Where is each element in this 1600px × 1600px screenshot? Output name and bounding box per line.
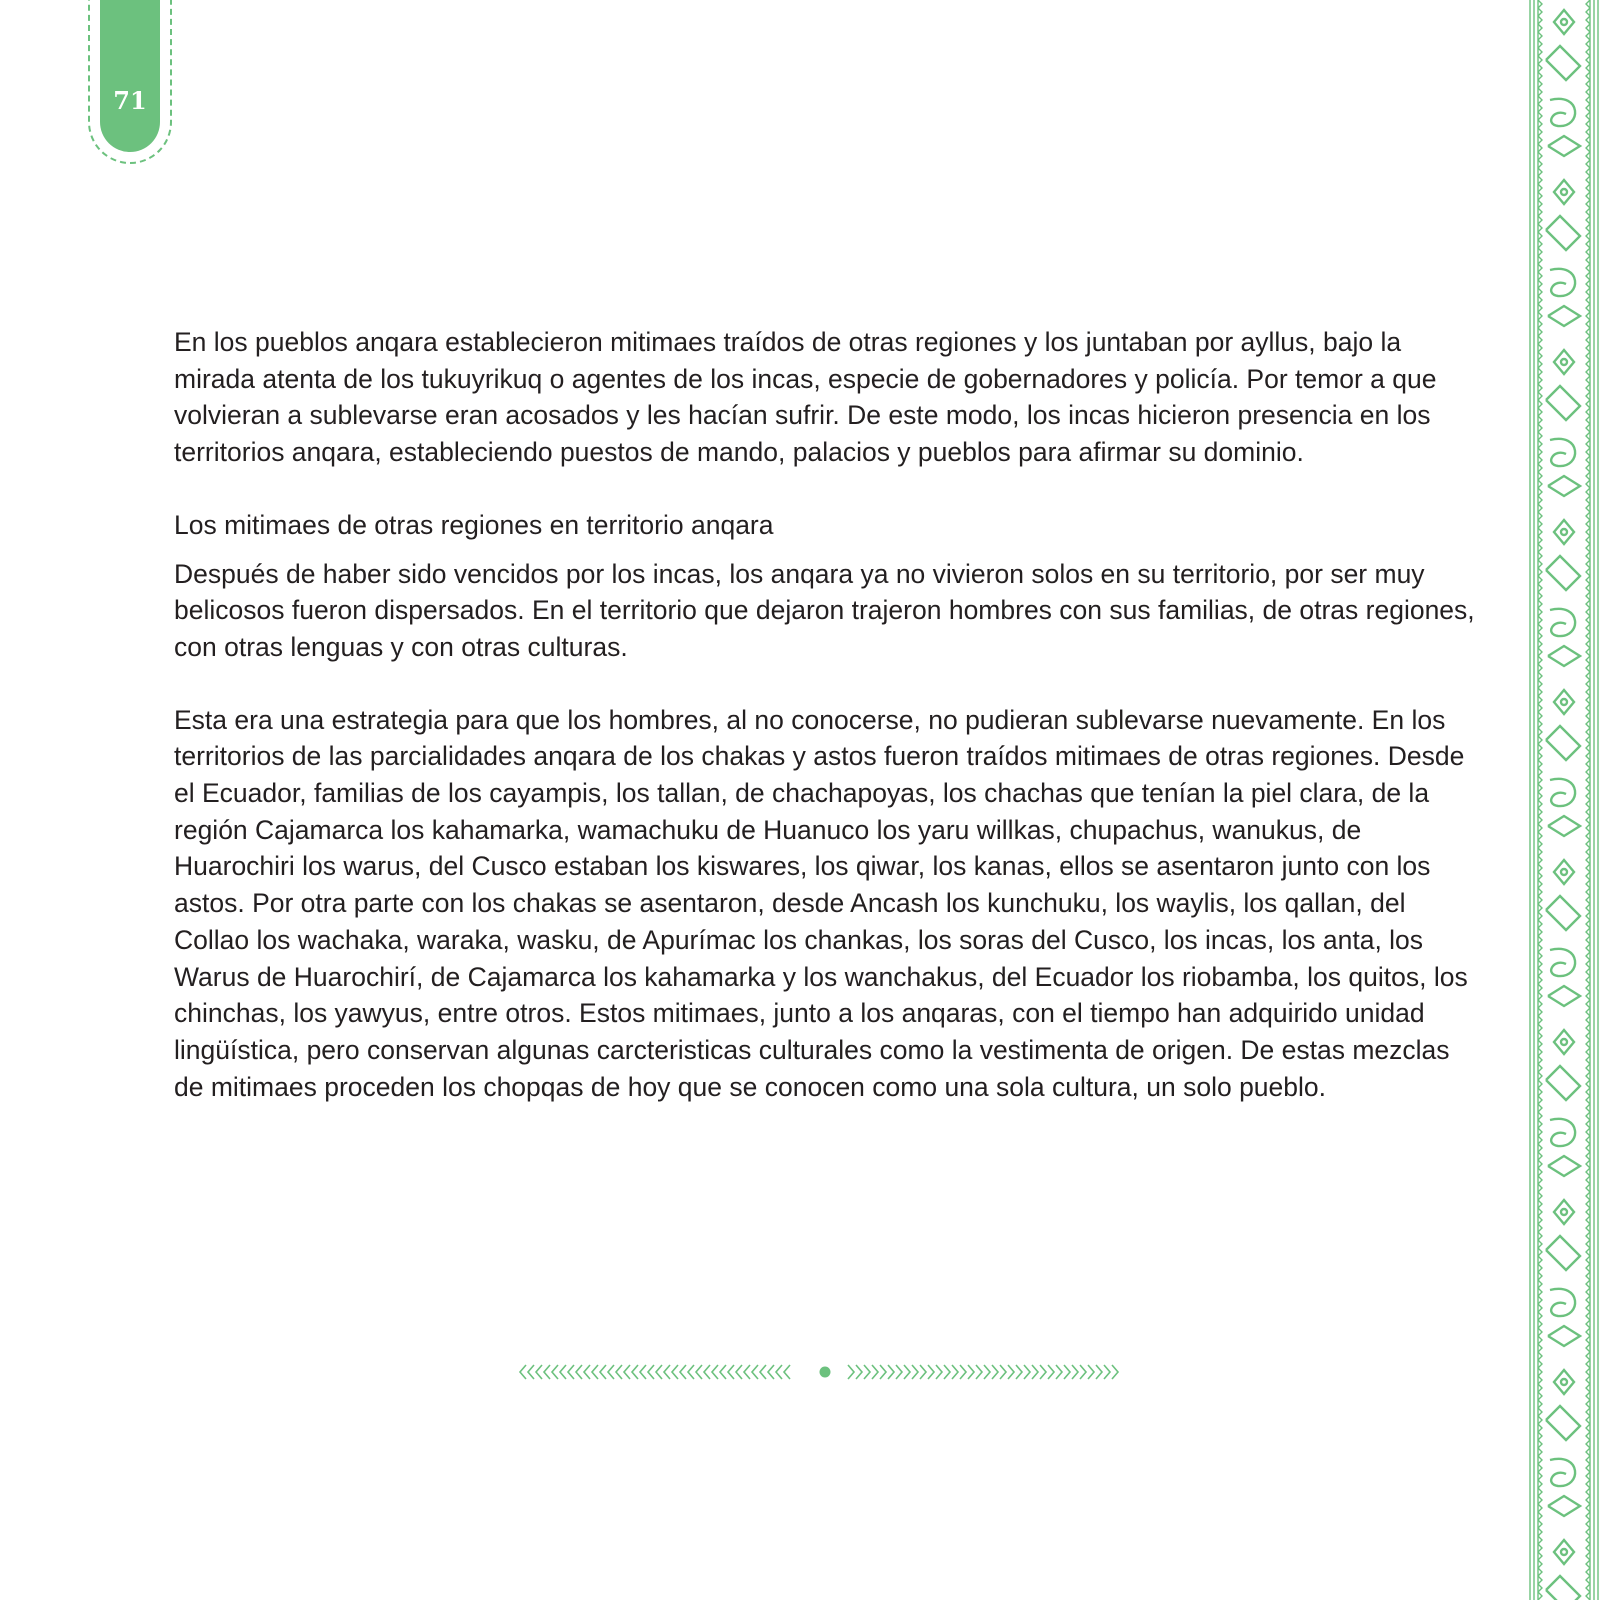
divider-chevron bbox=[872, 1365, 878, 1379]
divider-chevron bbox=[968, 1365, 974, 1379]
divider-chevron bbox=[752, 1365, 758, 1379]
main-content bbox=[174, 324, 1484, 1105]
divider-chevron bbox=[568, 1365, 574, 1379]
divider-chevron bbox=[864, 1365, 870, 1379]
divider-chevron bbox=[760, 1365, 766, 1379]
divider-chevron bbox=[560, 1365, 566, 1379]
paragraph-mitimaes-list: Esta era una estrategia para que los hombres, al no conocerse, no pudieran sublevarse nuevamente. En los territorios de las parcialidades anqara de los chakas y astos fueron traídos mitimaes de otras regiones. Desde el Ecuador, familias de los cayampis, los tallan, de chachapoyas, los chachas que tenían la piel clara, de la región Cajamarca los kahamarka, wamachuku de Huanuco los yaru willkas, chupachus, wanukus, de Huarochiri los warus, del Cusco estaban los kiswares, los qiwar, los kanas, ellos se asentaron junto con los astos. Por otra parte con los chakas se asentaron, desde Ancash los kunchuku, los waylis, los qallan, del Collao los wachaka, waraka, wasku, de Apurímac los chankas, los soras del Cusco, los incas, los anta, los Warus de Huarochirí, de Cajamarca los kahamarka y los wanchakus, del Ecuador los riobamba, los quitos, los chinchas, los yawyus, entre otros. Estos mitimaes, junto a los anqaras, con el tiempo han adquirido unidad lingüística, pero conservan algunas carcteristicas culturales como la vestimenta de origen. De estas mezclas de mitimaes proceden los chopqas de hoy que se conocen como una sola cultura, un solo pueblo. bbox=[174, 704, 1468, 1102]
divider-chevron bbox=[648, 1365, 654, 1379]
paragraph-dispersal: Después de haber sido vencidos por los incas, los anqara ya no vivieron solos en su territorio, por ser muy belicosos fueron dispersados. En el territorio que dejaron trajeron hombres con sus familias, de otras regiones, con otras lenguas y con otras culturas. bbox=[174, 558, 1475, 662]
divider-chevron bbox=[728, 1365, 734, 1379]
divider-chevron bbox=[664, 1365, 670, 1379]
divider-chevron bbox=[672, 1365, 678, 1379]
divider-chevron bbox=[576, 1365, 582, 1379]
divider-left-chevrons bbox=[520, 1365, 790, 1379]
divider-chevron bbox=[1104, 1365, 1110, 1379]
divider-chevron bbox=[784, 1365, 790, 1379]
divider-chevron bbox=[680, 1365, 686, 1379]
divider-chevron bbox=[1064, 1365, 1070, 1379]
divider-chevron bbox=[920, 1365, 926, 1379]
divider-chevron bbox=[608, 1365, 614, 1379]
divider-chevron bbox=[1080, 1365, 1086, 1379]
divider-chevron bbox=[640, 1365, 646, 1379]
divider-chevron bbox=[712, 1365, 718, 1379]
divider-chevron bbox=[656, 1365, 662, 1379]
divider-chevron bbox=[984, 1365, 990, 1379]
divider-chevron bbox=[1112, 1365, 1118, 1379]
divider-chevron bbox=[888, 1365, 894, 1379]
paragraph-intro: En los pueblos anqara establecieron mitimaes traídos de otras regiones y los juntaban por ayllus, bajo la mirada atenta de los tukuyrikuq o agentes de los incas, especie de gobernadores y policía. Por temor a que volvieran a sublevarse eran acosados y les hacían sufrir. De este modo, los incas hicieron presencia en los territorios anqara, estableciendo puestos de mando, palacios y pueblos para afirmar su dominio. bbox=[174, 327, 1437, 468]
divider-chevron bbox=[624, 1365, 630, 1379]
divider-chevron bbox=[1072, 1365, 1078, 1379]
divider-chevron bbox=[1024, 1365, 1030, 1379]
divider-chevron bbox=[536, 1365, 542, 1379]
divider-chevron bbox=[520, 1365, 526, 1379]
ornamental-divider bbox=[518, 1360, 1132, 1384]
divider-center-dot bbox=[820, 1367, 831, 1378]
section-heading: Los mitimaes de otras regiones en territorio anqara bbox=[174, 509, 774, 540]
divider-chevron bbox=[880, 1365, 886, 1379]
divider-chevron bbox=[1008, 1365, 1014, 1379]
divider-chevron bbox=[1088, 1365, 1094, 1379]
divider-right-chevrons bbox=[848, 1365, 1118, 1379]
divider-chevron bbox=[1032, 1365, 1038, 1379]
page-number-tab bbox=[88, 0, 172, 164]
divider-chevron bbox=[928, 1365, 934, 1379]
divider-chevron bbox=[1056, 1365, 1062, 1379]
divider-chevron bbox=[776, 1365, 782, 1379]
divider-chevron bbox=[600, 1365, 606, 1379]
divider-chevron bbox=[896, 1365, 902, 1379]
divider-chevron bbox=[704, 1365, 710, 1379]
divider-chevron bbox=[952, 1365, 958, 1379]
divider-chevron bbox=[632, 1365, 638, 1379]
page-number-tab-fill bbox=[100, 0, 160, 152]
divider-chevron bbox=[1096, 1365, 1102, 1379]
divider-chevron bbox=[1000, 1365, 1006, 1379]
divider-chevron bbox=[856, 1365, 862, 1379]
divider-chevron bbox=[912, 1365, 918, 1379]
decorative-border-strip bbox=[1528, 0, 1600, 1600]
divider-chevron bbox=[1016, 1365, 1022, 1379]
page-number: 71 bbox=[113, 86, 147, 115]
divider-chevron bbox=[584, 1365, 590, 1379]
divider-chevron bbox=[720, 1365, 726, 1379]
divider-chevron bbox=[848, 1365, 854, 1379]
divider-chevron bbox=[552, 1365, 558, 1379]
divider-chevron bbox=[696, 1365, 702, 1379]
divider-chevron bbox=[904, 1365, 910, 1379]
divider-chevron bbox=[992, 1365, 998, 1379]
divider-chevron bbox=[944, 1365, 950, 1379]
divider-chevron bbox=[744, 1365, 750, 1379]
divider-chevron bbox=[736, 1365, 742, 1379]
divider-chevron bbox=[768, 1365, 774, 1379]
divider-chevron bbox=[1040, 1365, 1046, 1379]
divider-chevron bbox=[1048, 1365, 1054, 1379]
divider-chevron bbox=[936, 1365, 942, 1379]
divider-chevron bbox=[544, 1365, 550, 1379]
divider-chevron bbox=[616, 1365, 622, 1379]
divider-chevron bbox=[976, 1365, 982, 1379]
divider-chevron bbox=[528, 1365, 534, 1379]
divider-chevron bbox=[592, 1365, 598, 1379]
divider-chevron bbox=[688, 1365, 694, 1379]
divider-chevron bbox=[960, 1365, 966, 1379]
